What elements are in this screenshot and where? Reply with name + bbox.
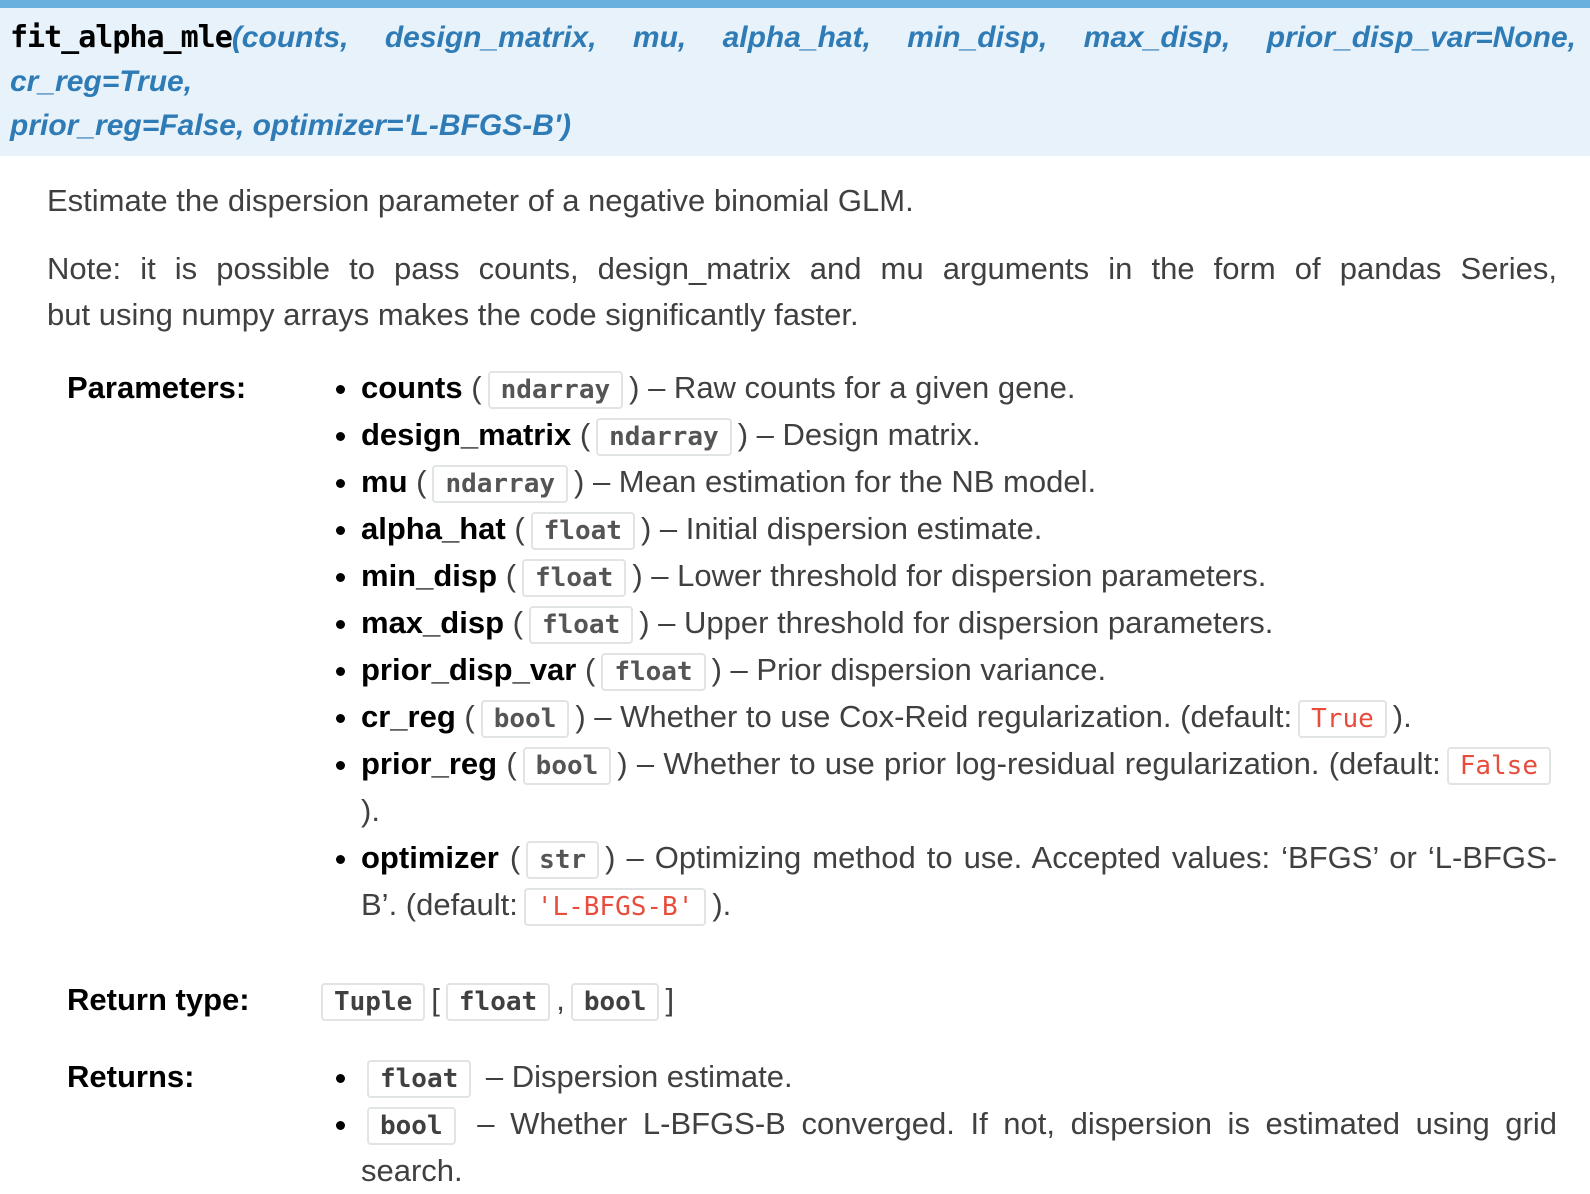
- doc-body: [0, 178, 1590, 1194]
- note-line-1: Note: it is possible to pass counts, design_matrix and mu arguments in the form of pandas Series,: [47, 251, 1557, 286]
- note-paragraph: [47, 246, 1557, 338]
- return-type-punctuation: ]: [665, 982, 675, 1017]
- return-type-label: Return type:: [67, 982, 250, 1017]
- param-name: alpha_hat: [361, 511, 506, 546]
- note-line-2: but using numpy arrays makes the code significantly faster.: [47, 297, 859, 332]
- parameter-item: • cr_reg ( bool ) – Whether to use Cox-Reid regularization. (default: True ).: [361, 693, 1557, 740]
- param-type-badge: str: [526, 841, 599, 879]
- param-name: design_matrix: [361, 417, 572, 452]
- signature-line-2: prior_reg=False, optimizer='L-BFGS-B'): [10, 109, 572, 142]
- parameter-item: • min_disp ( float ) – Lower threshold for dispersion parameters.: [361, 552, 1557, 599]
- return-item: • bool – Whether L-BFGS-B converged. If not, dispersion is estimated using grid search.: [361, 1100, 1557, 1194]
- parameter-item: • optimizer ( str ) – Optimizing method to use. Accepted values: ‘BFGS’ or ‘L-BFGS-B’. (default: 'L-BFGS-B' ).: [361, 834, 1557, 928]
- param-type-badge: ndarray: [432, 465, 568, 503]
- return-value-type-badge: float: [367, 1060, 471, 1098]
- default-value-badge: True: [1298, 700, 1387, 738]
- default-value-badge: 'L-BFGS-B': [524, 888, 707, 926]
- param-type-badge: ndarray: [596, 418, 732, 456]
- param-name: prior_disp_var: [361, 652, 577, 687]
- return-type-badge: Tuple: [321, 983, 425, 1021]
- param-type-badge: bool: [523, 747, 612, 785]
- parameters-field-row: [47, 364, 1557, 928]
- param-name: mu: [361, 464, 408, 499]
- param-type-badge: float: [531, 512, 635, 550]
- parameters-list: [315, 364, 1557, 928]
- param-name: cr_reg: [361, 699, 456, 734]
- param-name: min_disp: [361, 558, 498, 593]
- param-type-badge: bool: [481, 700, 570, 738]
- return-type-value: [315, 976, 1557, 1023]
- signature-args-1: (counts, design_matrix, mu, alpha_hat, min_disp, max_disp, prior_disp_var=None, cr_reg=True,: [10, 21, 1576, 98]
- return-type-punctuation: [: [431, 982, 440, 1017]
- param-type-badge: float: [601, 653, 705, 691]
- parameter-item: • prior_disp_var ( float ) – Prior dispersion variance.: [361, 646, 1557, 693]
- return-item: • float – Dispersion estimate.: [361, 1053, 1557, 1100]
- param-type-badge: ndarray: [488, 371, 624, 409]
- default-value-badge: False: [1447, 747, 1551, 785]
- parameter-item: • design_matrix ( ndarray ) – Design matrix.: [361, 411, 1557, 458]
- returns-field-row: [47, 1053, 1557, 1194]
- function-name: fit_alpha_mle: [10, 20, 232, 55]
- signature-line-1: [10, 16, 1576, 104]
- param-name: counts: [361, 370, 463, 405]
- description-paragraph: Estimate the dispersion parameter of a negative binomial GLM.: [47, 183, 914, 218]
- parameter-item: • mu ( ndarray ) – Mean estimation for the NB model.: [361, 458, 1557, 505]
- return-value-type-badge: bool: [367, 1107, 456, 1145]
- param-name: max_disp: [361, 605, 505, 640]
- return-type-field-row: [47, 976, 1557, 1023]
- function-signature: [0, 0, 1590, 156]
- returns-label: Returns:: [67, 1059, 195, 1094]
- param-name: optimizer: [361, 840, 499, 875]
- return-type-badge: bool: [571, 983, 660, 1021]
- returns-list: [315, 1053, 1557, 1194]
- param-type-badge: float: [522, 559, 626, 597]
- return-type-punctuation: ,: [556, 982, 565, 1017]
- param-type-badge: float: [529, 606, 633, 644]
- parameter-item: • max_disp ( float ) – Upper threshold for dispersion parameters.: [361, 599, 1557, 646]
- returns-body: [315, 1053, 1557, 1194]
- parameter-item: • prior_reg ( bool ) – Whether to use prior log-residual regularization. (default: False).: [361, 740, 1557, 834]
- parameter-item: • counts ( ndarray ) – Raw counts for a given gene.: [361, 364, 1557, 411]
- parameter-item: • alpha_hat ( float ) – Initial dispersion estimate.: [361, 505, 1557, 552]
- return-type-badge: float: [446, 983, 550, 1021]
- parameters-label: Parameters:: [67, 370, 247, 405]
- parameters-body: [315, 364, 1557, 928]
- param-name: prior_reg: [361, 746, 498, 781]
